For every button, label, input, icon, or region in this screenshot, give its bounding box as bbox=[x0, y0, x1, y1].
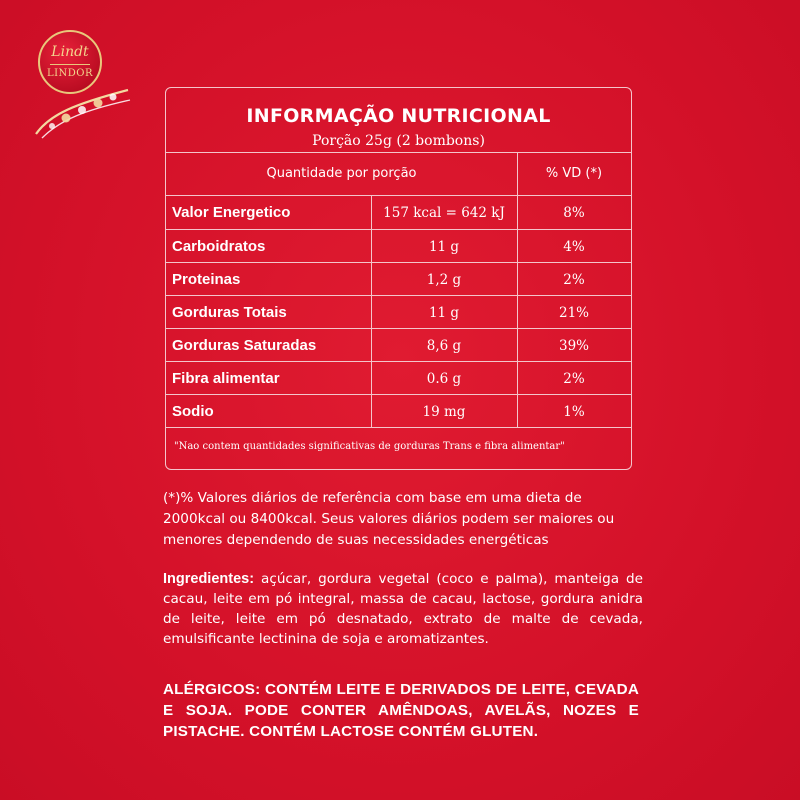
nutrient-name: Carboidratos bbox=[172, 238, 266, 255]
nutrient-name: Valor Energetico bbox=[172, 204, 291, 221]
panel-title: INFORMAÇÃO NUTRICIONAL bbox=[246, 105, 551, 127]
table-rule bbox=[166, 262, 631, 263]
table-rule bbox=[166, 195, 631, 196]
header-vd: % VD (*) bbox=[545, 166, 603, 181]
nutrient-amount: 11 g bbox=[428, 305, 460, 321]
nutrient-vd: 8% bbox=[563, 205, 585, 221]
logo-product: LINDOR bbox=[46, 68, 94, 79]
logo-rule bbox=[50, 64, 90, 65]
nutrient-name: Fibra alimentar bbox=[172, 370, 280, 387]
nutrient-name: Gorduras Saturadas bbox=[172, 337, 317, 354]
nutrient-amount: 0.6 g bbox=[426, 371, 462, 387]
nutrient-vd: 1% bbox=[563, 404, 585, 420]
nutrient-name: Proteinas bbox=[172, 271, 241, 288]
table-rule bbox=[166, 328, 631, 329]
daily-value-disclaimer: (*)% Valores diários de referência com base em uma dieta de 2000kcal ou 8400kcal. Seus valores diários podem ser maiores ou menores dependendo de suas necessidades energéticas bbox=[163, 490, 615, 548]
nutrient-vd: 21% bbox=[558, 305, 589, 321]
portion-size: Porção 25g (2 bombons) bbox=[312, 133, 485, 149]
ingredients-label: Ingredientes: bbox=[163, 571, 255, 587]
nutrient-amount: 11 g bbox=[428, 239, 460, 255]
table-rule bbox=[166, 152, 631, 153]
nutrient-amount: 1,2 g bbox=[426, 272, 462, 288]
ribbon-swirl-icon bbox=[30, 84, 134, 140]
lindt-lindor-logo bbox=[30, 30, 134, 140]
allergens-warning: ALÉRGICOS: CONTÉM LEITE E DERIVADOS DE LEITE, CEVADA E SOJA. PODE CONTER AMÊNDOAS, AVELÃS, NOZES E PISTACHE. CONTÉM LACTOSE CONTÉM GLUTEN. bbox=[163, 681, 639, 740]
ingredients-paragraph bbox=[163, 569, 643, 649]
trans-fat-note: "Nao contem quantidades significativas de gorduras Trans e fibra alimentar" bbox=[174, 441, 565, 452]
table-rule bbox=[166, 229, 631, 230]
nutrient-vd: 2% bbox=[563, 371, 585, 387]
nutrient-vd: 4% bbox=[563, 239, 585, 255]
nutrient-amount: 19 mg bbox=[422, 404, 466, 420]
nutrient-vd: 39% bbox=[558, 338, 589, 354]
table-rule bbox=[166, 295, 631, 296]
table-rule bbox=[166, 394, 631, 395]
logo-brand: Lindt bbox=[51, 44, 89, 60]
nutrition-facts-panel bbox=[165, 87, 632, 470]
nutrient-amount: 8,6 g bbox=[426, 338, 462, 354]
table-rule bbox=[166, 427, 631, 428]
nutrient-amount: 157 kcal = 642 kJ bbox=[383, 205, 505, 221]
nutrient-vd: 2% bbox=[563, 272, 585, 288]
header-amount: Quantidade por porção bbox=[266, 166, 417, 181]
table-rule bbox=[166, 361, 631, 362]
nutrient-name: Gorduras Totais bbox=[172, 304, 287, 321]
nutrient-name: Sodio bbox=[172, 403, 214, 420]
ingredients-text: açúcar, gordura vegetal (coco e palma), manteiga de cacau, leite em pó integral, massa de cacau, lactose, gordura anidra de leite, leite em pó desnatado, extrato de malte de cevada, emulsificante lectinina de soja e aromatizantes. bbox=[163, 571, 643, 647]
